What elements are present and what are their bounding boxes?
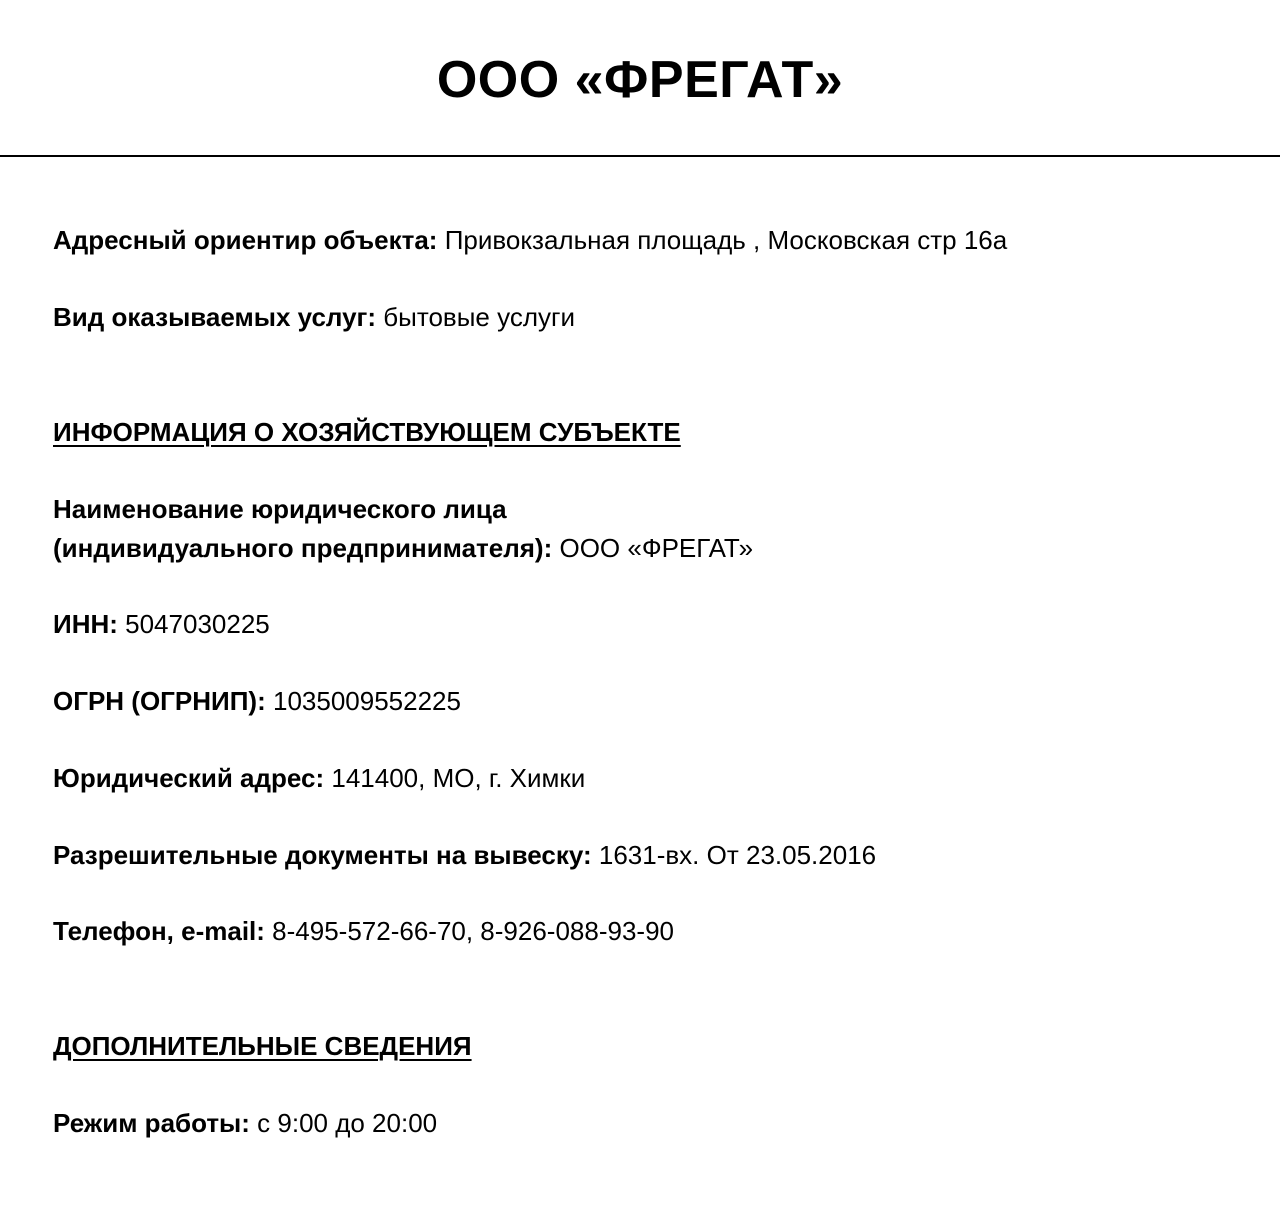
services-label: Вид оказываемых услуг: <box>53 302 377 332</box>
address-label: Адресный ориентир объекта: <box>53 225 438 255</box>
hours-row <box>53 1104 437 1142</box>
permits-value: 1631-вх. От 23.05.2016 <box>598 840 877 870</box>
ogrn-value: 1035009552225 <box>272 686 461 716</box>
permits-row <box>53 836 876 874</box>
extra-section-heading: ДОПОЛНИТЕЛЬНЫЕ СВЕДЕНИЯ <box>53 1031 472 1061</box>
ogrn-row <box>53 682 461 720</box>
contacts-label: Телефон, e-mail: <box>53 916 265 946</box>
legal-address-label: Юридический адрес: <box>53 763 325 793</box>
services-row <box>53 298 575 336</box>
entity-name-row-2 <box>53 529 753 567</box>
services-value: бытовые услуги <box>383 302 575 332</box>
inn-row <box>53 605 270 643</box>
address-value: Привокзальная площадь , Московская стр 16а <box>444 225 1008 255</box>
ogrn-label: ОГРН (ОГРНИП): <box>53 686 266 716</box>
entity-name-label-line1: Наименование юридического лица <box>53 494 507 524</box>
title-divider <box>0 155 1280 157</box>
entity-name-value: ООО «ФРЕГАТ» <box>559 533 754 563</box>
inn-label: ИНН: <box>53 609 118 639</box>
hours-value: с 9:00 до 20:00 <box>257 1108 438 1138</box>
hours-label: Режим работы: <box>53 1108 250 1138</box>
entity-section-heading: ИНФОРМАЦИЯ О ХОЗЯЙСТВУЮЩЕМ СУБЪЕКТЕ <box>53 417 681 447</box>
legal-address-row <box>53 759 585 797</box>
legal-address-value: 141400, МО, г. Химки <box>331 763 586 793</box>
permits-label: Разрешительные документы на вывеску: <box>53 840 592 870</box>
page-title: ООО «ФРЕГАТ» <box>436 51 844 109</box>
entity-name-label-line2: (индивидуального предпринимателя): <box>53 533 553 563</box>
contacts-row <box>53 912 674 950</box>
address-row <box>53 221 1007 259</box>
contacts-value: 8-495-572-66-70, 8-926-088-93-90 <box>272 916 675 946</box>
inn-value: 5047030225 <box>125 609 270 639</box>
entity-name-row <box>53 490 507 528</box>
